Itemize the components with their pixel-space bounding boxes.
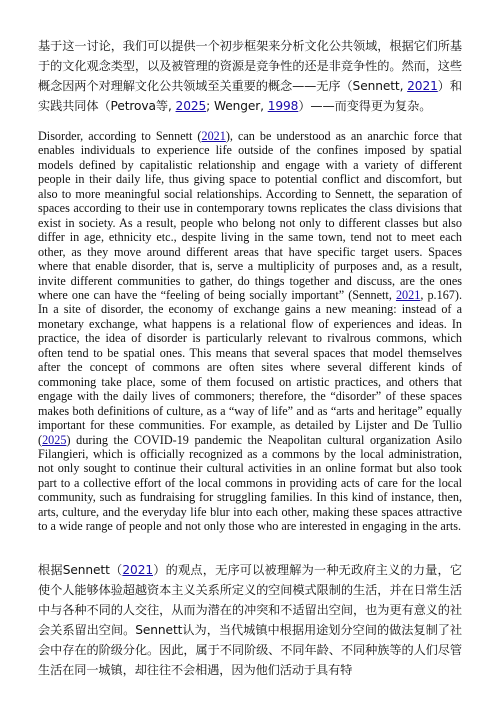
citation-link-sennett-2021[interactable]: 2021 xyxy=(407,79,438,93)
p3-text-1: 根据Sennett（ xyxy=(38,563,123,577)
p3-text-2: ）的观点，无序可以被理解为一种无政府主义的力量，它使个人能够体验超越资本主义关系所定义的空间模式限制的生活，并在日常生活中与各种不同的人交往，从而为潜在的冲突和不适留出空间，也为更有意义的社会关系留出空间。Sennett认为，当代城镇中根据用途划分空间的做法复制了社会中存在的阶级分化。因此，属于不同阶级、不同年龄、不同种族等的人们尽管生活在同一城镇，却往往不会相遇，因为他们活动于具有特 xyxy=(38,563,462,677)
paragraph-chinese-intro xyxy=(38,36,462,116)
paragraph-english-disorder xyxy=(38,129,462,534)
p2-text-1: Disorder, according to Sennett ( xyxy=(38,129,202,143)
citation-link-lijster-de-tullio-2025[interactable]: 2025 xyxy=(42,432,67,447)
p1-text-3: ; Wenger, xyxy=(206,99,268,113)
citation-link-wenger-1998[interactable]: 1998 xyxy=(267,99,299,113)
p1-text-1: 基于这一讨论，我们可以提供一个初步框架来分析文化公共领域，根据它们所基于的文化观念类型，以及被管理的资源是竞争性的还是非竞争性的。然而，这些概念因两个对理解文化公共领域至关重要的概念——无序（Sennett, xyxy=(38,39,462,93)
p2-text-3: , p.167). In a site of disorder, the economy of exchange gains a new meaning: instead of a monetary exchange, what happens is a relational flow of experiences and ideas. In practice, the idea of disorder is particularly relevant to rivalrous commons, which often tend to be spatial ones. This means that several spaces that model themselves after the concept of commons are often sites where several different kinds of commoning take place, some of them focused on artistic practices, and others that engage with the daily lives of commoners; therefore, the “disorder” of these spaces makes both definitions of culture, as a “way of life” and as “arts and heritage” equally important for these communities. For example, as detailed by Lijster and De Tullio ( xyxy=(38,287,462,447)
citation-link-petrova-2025[interactable]: 2025 xyxy=(175,99,207,113)
paragraph-chinese-disorder xyxy=(38,560,462,680)
citation-link-sennett-2021[interactable]: 2021 xyxy=(122,563,154,577)
citation-link-sennett-2021[interactable]: 2021 xyxy=(201,129,226,143)
p2-text-2: ), can be understood as an anarchic force that enables individuals to experience life outside of the confines imposed by spatial models defined by capitalistic relationship and engage with a variety of different people in their daily life, thus giving space to potential conflict and discomfort, but also to more meaningful social relationships. According to Sennett, the separation of spaces according to their use in contemporary towns replicates the class divisions that exist in society. As a result, people who belong not only to different classes but also differ in age, ethnicity etc., despite living in the same town, tend not to meet each other, as they move around different areas that have specific target users. Spaces where that enable disorder, that is, serve a multiplicity of purposes and, as a result, invite different communities to gather, do things together and discuss, are the ones where one can have the “feeling of being socially important” (Sennett, xyxy=(38,129,462,302)
p2-text-4: ) during the COVID-19 pandemic the Neapolitan cultural organization Asilo Filangieri, which is officially recognized as a commons by the local administration, not only sought to continue their cultural activities in an online format but also took part to a collective effort of the local commons in providing acts of care for the local community, such as fundraising for struggling families. In this kind of instance, then, arts, culture, and the everyday life blur into each other, making these spaces attractive to a wide range of people and not only those who are interested in engaging in the arts. xyxy=(38,432,462,534)
citation-link-sennett-2021-p167[interactable]: 2021 xyxy=(395,287,421,302)
p1-text-4: ）——而变得更为复杂。 xyxy=(298,99,432,113)
p1-text-2: ）和实践共同体（Petrova等, xyxy=(38,79,462,113)
